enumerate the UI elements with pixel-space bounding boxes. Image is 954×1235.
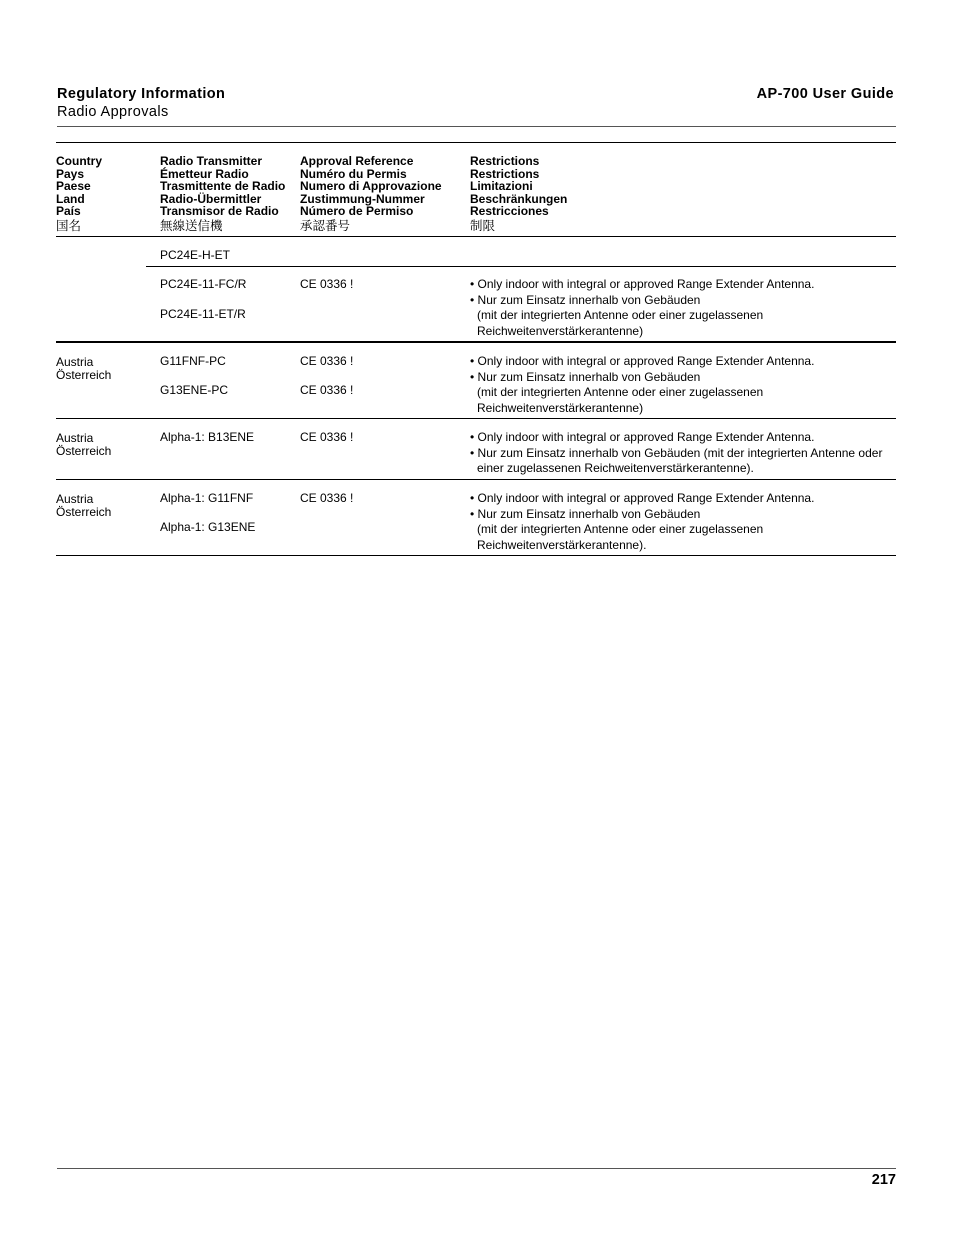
header-rule <box>57 126 896 127</box>
table-cell-country: Austria Österreich <box>56 492 112 519</box>
table-cell-restrictions: • Only indoor with integral or approved Range Extender Antenna. • Nur zum Einsatz innerhalb von Gebäuden (mit der integrierten Antenne oder einer zugelassenen Reichweitenverstärkerantenne) <box>470 277 900 339</box>
table-cell-transmitter: G13ENE-PC <box>160 383 229 397</box>
column-header-approval: Approval Reference Numéro du Permis Numero di Approvazione Zustimmung-Nummer Número de Permiso 承認番号 <box>300 154 442 233</box>
page-header <box>57 85 225 121</box>
table-cell-transmitter: Alpha-1: G11FNF <box>160 491 254 505</box>
list-item: • Only indoor with integral or approved Range Extender Antenna. <box>470 430 815 444</box>
table-cell-transmitter: PC24E-H-ET <box>160 248 231 262</box>
group-divider <box>56 341 896 343</box>
list-item: • Nur zum Einsatz innerhalb von Gebäuden <box>470 369 701 384</box>
table-cell-transmitter: G11FNF-PC <box>160 354 226 368</box>
column-header-transmitter: Radio Transmitter Émetteur Radio Trasmittente de Radio Radio-Übermittler Transmisor de Radio 無線送信機 <box>160 154 286 233</box>
table-cell-approval: CE 0336 ! <box>300 491 354 505</box>
table-top-rule <box>56 142 896 143</box>
guide-title: AP-700 User Guide <box>756 86 894 102</box>
table-cell-restrictions: • Only indoor with integral or approved Range Extender Antenna. • Nur zum Einsatz innerhalb von Gebäuden (mit der integrierten Antenne oder einer zugelassenen Reichweitenverstärkerantenne). <box>470 491 900 553</box>
table-cell-country: Austria Österreich <box>56 355 112 382</box>
table-cell-transmitter: PC24E-11-ET/R <box>160 307 246 321</box>
list-item: • Nur zum Einsatz innerhalb von Gebäuden <box>470 292 701 307</box>
table-cell-approval: CE 0336 ! <box>300 354 354 368</box>
footer-rule <box>57 1168 896 1169</box>
row-divider <box>146 266 896 267</box>
list-item: • Nur zum Einsatz innerhalb von Gebäuden <box>470 506 701 521</box>
column-header-restrictions: Restrictions Restrictions Limitazioni Beschränkungen Restricciones 制限 <box>470 154 568 233</box>
table-cell-transmitter: PC24E-11-FC/R <box>160 277 247 291</box>
table-cell-approval: CE 0336 ! <box>300 430 354 444</box>
header-bottom-rule <box>56 236 896 237</box>
table-cell-restrictions: • Only indoor with integral or approved Range Extender Antenna. • Nur zum Einsatz innerhalb von Gebäuden (mit der integrierten Antenne oder einer zugelassenen Reichweitenverstärkerantenne) <box>470 354 900 416</box>
list-item: • Only indoor with integral or approved Range Extender Antenna. <box>470 354 815 368</box>
table-cell-restrictions: • Only indoor with integral or approved Range Extender Antenna. • Nur zum Einsatz innerhalb von Gebäuden (mit der integrierten Antenne oder einer zugelassenen Reichweitenverstärkerantenne). <box>470 430 900 477</box>
table-cell-transmitter: Alpha-1: B13ENE <box>160 430 255 444</box>
page-number: 217 <box>871 1172 896 1188</box>
row-divider <box>56 418 896 419</box>
table-bottom-rule <box>56 555 896 556</box>
subsection-title: Radio Approvals <box>57 104 169 120</box>
list-item: • Only indoor with integral or approved Range Extender Antenna. <box>470 277 815 291</box>
table-cell-approval: CE 0336 ! <box>300 277 354 291</box>
row-divider <box>56 479 896 480</box>
table-cell-transmitter: Alpha-1: G13ENE <box>160 520 256 534</box>
table-cell-approval: CE 0336 ! <box>300 383 354 397</box>
column-header-country: Country Pays Paese Land País 国名 <box>56 154 102 233</box>
section-title: Regulatory Information <box>57 86 226 102</box>
list-item: • Only indoor with integral or approved Range Extender Antenna. <box>470 491 815 505</box>
list-item: • Nur zum Einsatz innerhalb von Gebäuden (mit der integrierten Antenne oder <box>470 445 883 460</box>
table-cell-country: Austria Österreich <box>56 431 112 458</box>
